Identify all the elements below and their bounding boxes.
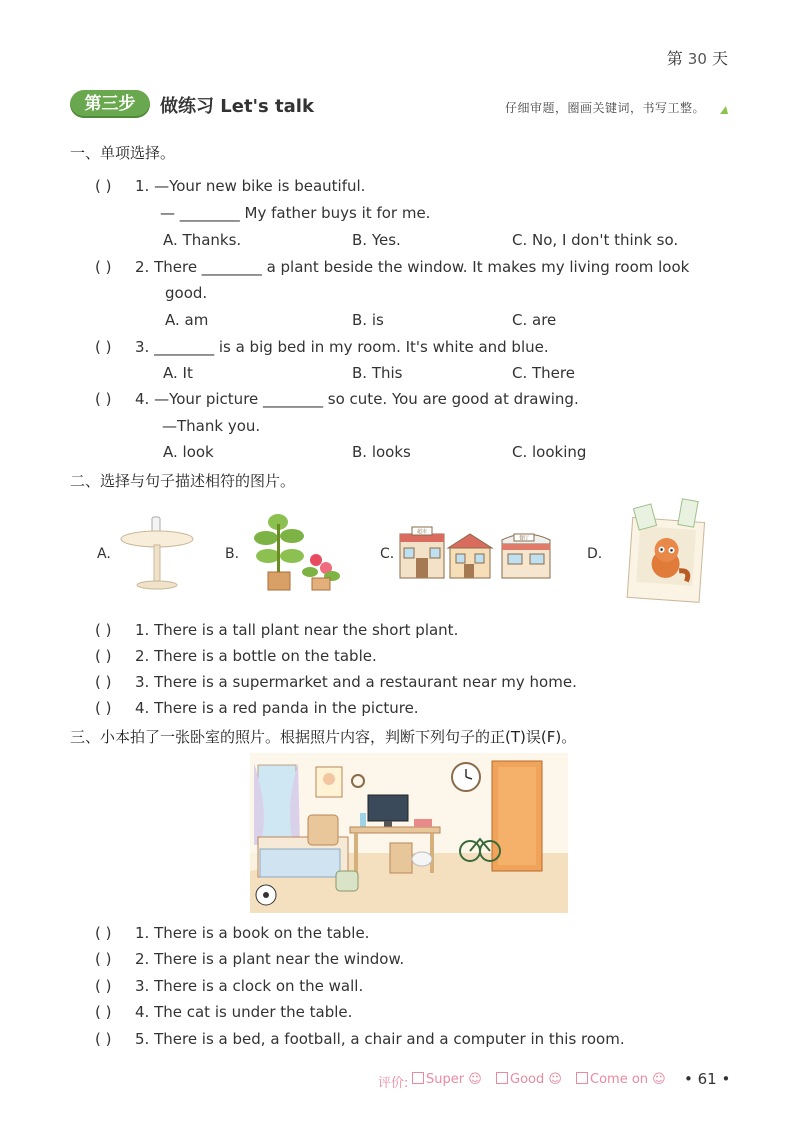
step-badge: 第三步 [70,90,150,118]
answer-paren[interactable]: ( ) [95,924,112,942]
eval-good-label: Good [510,1072,545,1087]
answer-paren[interactable]: ( ) [95,258,112,276]
checkbox-icon[interactable] [496,1072,508,1084]
day-number: 30 [687,50,707,68]
smiley-icon: ☺ [652,1072,666,1087]
day-prefix: 第 [666,49,683,68]
question-text: 4. The cat is under the table. [135,1003,353,1021]
eval-super-label: Super [426,1072,465,1087]
answer-paren[interactable]: ( ) [95,621,112,639]
answer-paren[interactable]: ( ) [95,950,112,968]
question-text: 2. There ________ a plant beside the window. It makes my living room look [135,258,690,276]
s1-q3-opt-a: A. It [163,364,193,382]
question-text: 2. There is a plant near the window. [135,950,405,968]
s1-q4-opt-c: C. looking [512,443,587,461]
s1-q4 [95,390,579,408]
stores-picture [398,526,560,580]
smile-icon: ☺ [548,1072,562,1087]
step-title: 做练习 Let's talk [160,96,314,117]
answer-paren[interactable]: ( ) [95,1003,112,1021]
plants-picture [250,510,342,594]
page-number: • 61 • [684,1070,731,1088]
restaurant-sign: 餐厅 [518,535,530,542]
question-text: 1. —Your new bike is beautiful. [135,177,366,195]
evaluation-label: 评价: [378,1076,409,1091]
question-text: 4. —Your picture ________ so cute. You are good at drawing. [135,390,579,408]
checkbox-icon[interactable] [576,1072,588,1084]
eval-come-on[interactable] [576,1072,666,1087]
s1-q2-opt-b: B. is [352,311,384,329]
table-bottle-picture [118,515,196,591]
bedroom-picture [250,753,568,913]
s1-q2-opt-c: C. are [512,311,557,329]
s1-q2 [95,258,689,276]
answer-paren[interactable]: ( ) [95,647,112,665]
picture-label-b: B. [225,546,240,562]
s3-q5 [95,1030,625,1048]
picture-label-a: A. [97,546,111,562]
answer-paren[interactable]: ( ) [95,699,112,717]
checkbox-icon[interactable] [412,1072,424,1084]
s1-q3 [95,338,549,356]
question-text: 3. There is a supermarket and a restaurant near my home. [135,673,577,691]
s1-q4-opt-a: A. look [163,443,214,461]
s2-q4 [95,699,419,717]
s1-q3-opt-b: B. This [352,364,403,382]
question-text: 3. ________ is a big bed in my room. It's white and blue. [135,338,549,356]
s2-q2 [95,647,377,665]
s1-q4-opt-b: B. looks [352,443,411,461]
eval-good[interactable] [496,1072,562,1087]
day-suffix: 天 [711,49,728,68]
s3-q2 [95,950,404,968]
eval-super[interactable] [412,1072,482,1087]
s1-q4-line2: —Thank you. [162,417,261,435]
s2-q1 [95,621,458,639]
s1-q3-opt-c: C. There [512,364,575,382]
supermarket-sign: 超市 [416,529,428,535]
answer-paren[interactable]: ( ) [95,390,112,408]
answer-paren[interactable]: ( ) [95,673,112,691]
s1-q1-opt-b: B. Yes. [352,231,401,249]
s1-q1 [95,177,365,195]
question-text: 5. There is a bed, a football, a chair and a computer in this room. [135,1030,625,1048]
s1-q1-opt-c: C. No, I don't think so. [512,231,679,249]
section1-title: 一、单项选择。 [70,144,176,162]
answer-paren[interactable]: ( ) [95,338,112,356]
s2-q3 [95,673,577,691]
day-label [667,46,728,69]
question-text: 1. There is a tall plant near the short plant. [135,621,459,639]
question-text: 3. There is a clock on the wall. [135,977,364,995]
big-smile-icon: ☺ [468,1072,482,1087]
s3-q1 [95,924,369,942]
eval-come-on-label: Come on [590,1072,649,1087]
s3-q4 [95,1003,352,1021]
picture-label-c: C. [380,546,395,562]
s1-q1-opt-a: A. Thanks. [163,231,242,249]
section3-title: 三、小本拍了一张卧室的照片。根据照片内容，判断下列句子的正(T)误(F)。 [70,728,577,746]
tip-text: 仔细审题，圈画关键词，书写工整。 [505,101,706,115]
question-text: 1. There is a book on the table. [135,924,370,942]
leaf-icon [720,106,728,114]
question-text: 4. There is a red panda in the picture. [135,699,419,717]
s1-q2-opt-a: A. am [165,311,209,329]
answer-paren[interactable]: ( ) [95,177,112,195]
question-text: 2. There is a bottle on the table. [135,647,377,665]
s1-q2-line2: good. [165,284,208,302]
s1-q1-line2: — ________ My father buys it for me. [160,204,431,222]
picture-label-d: D. [587,546,603,562]
answer-paren[interactable]: ( ) [95,977,112,995]
answer-paren[interactable]: ( ) [95,1030,112,1048]
red-panda-photo-picture [622,498,712,606]
s3-q3 [95,977,363,995]
section2-title: 二、选择与句子描述相符的图片。 [70,472,296,490]
